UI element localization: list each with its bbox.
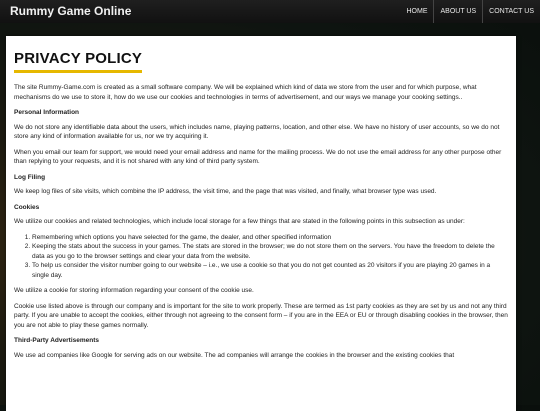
page-title: PRIVACY POLICY xyxy=(14,50,142,73)
paragraph: We utilize a cookie for storing information regarding your consent of the cookie use. xyxy=(14,287,254,294)
content-card xyxy=(6,36,516,411)
nav-contact-link[interactable]: CONTACT US xyxy=(482,0,540,23)
nav-about-link[interactable]: ABOUT US xyxy=(433,0,482,23)
list-item: 1. Remembering which options you have selected for the game, the dealer, and other specified information xyxy=(32,233,508,243)
list-item: 2. Keeping the stats about the success in your games. The stats are stored in the browser; we do not store them on the servers. You have the freedom to delete the data as you go to the browser settings and clear your data from the website. xyxy=(32,242,508,261)
section-heading-cookies: Cookies xyxy=(14,203,40,211)
list-item: 3. To help us consider the visitor number going to our website – i.e., we use a cookie so that you do not get counted as 20 visitors if you are playing 20 games in a single day. xyxy=(32,261,508,280)
top-navbar xyxy=(0,0,540,23)
section-heading-personal-information: Personal Information xyxy=(14,109,80,116)
intro-paragraph: The site Rummy-Game.com is created as a small software company. We will be explained which kind of data we store from the user and for which purpose, what mechanisms do we use to store it, how do we use our cookies and technologies in terms of advertisement, and our ways we manage your cooking settings.. xyxy=(14,84,477,101)
paragraph: When you email our team for support, we would need your email address and name for the mailing process. We do not use the email address for any other purpose other than replying to your requests, and it is not shared with any kind of third party system. xyxy=(14,148,502,165)
nav-home-link[interactable]: HOME xyxy=(406,8,428,15)
cookie-uses-list xyxy=(14,233,508,281)
section-heading-third-party-ads: Third-Party Advertisements xyxy=(14,337,100,344)
paragraph: We keep log files of site visits, which combine the IP address, the visit time, and the page that was visited, and finally, what browser type was used. xyxy=(14,188,437,195)
paragraph: Cookie use listed above is through our company and is important for the site to work properly. These are termed as 1st party cookies as they are set by us and not any third party. If you are unable to accept the cookies, either through not agreeing to the consent form – if you are in the EEA or EU or through disabling cookies in the browser, then you are not able to play these games normally. xyxy=(14,302,508,329)
main-nav xyxy=(400,0,540,23)
paragraph: We use ad companies like Google for serving ads on our website. The ad companies will arrange the cookies in the browser and the existing cookies that xyxy=(14,351,455,359)
section-heading-log-filing: Log Filing xyxy=(14,173,46,181)
policy-body xyxy=(14,83,508,360)
paragraph: We utilize our cookies and related technologies, which include local storage for a few things that are stated in the following points in this subsection as under: xyxy=(14,218,465,225)
paragraph: We do not store any identifiable data about the users, which includes name, playing patterns, location, and other else. We have no history of user accounts, so we do not store any kind of information available for us, nor we try acquiring it. xyxy=(14,123,500,140)
site-title[interactable]: Rummy Game Online xyxy=(10,4,132,18)
